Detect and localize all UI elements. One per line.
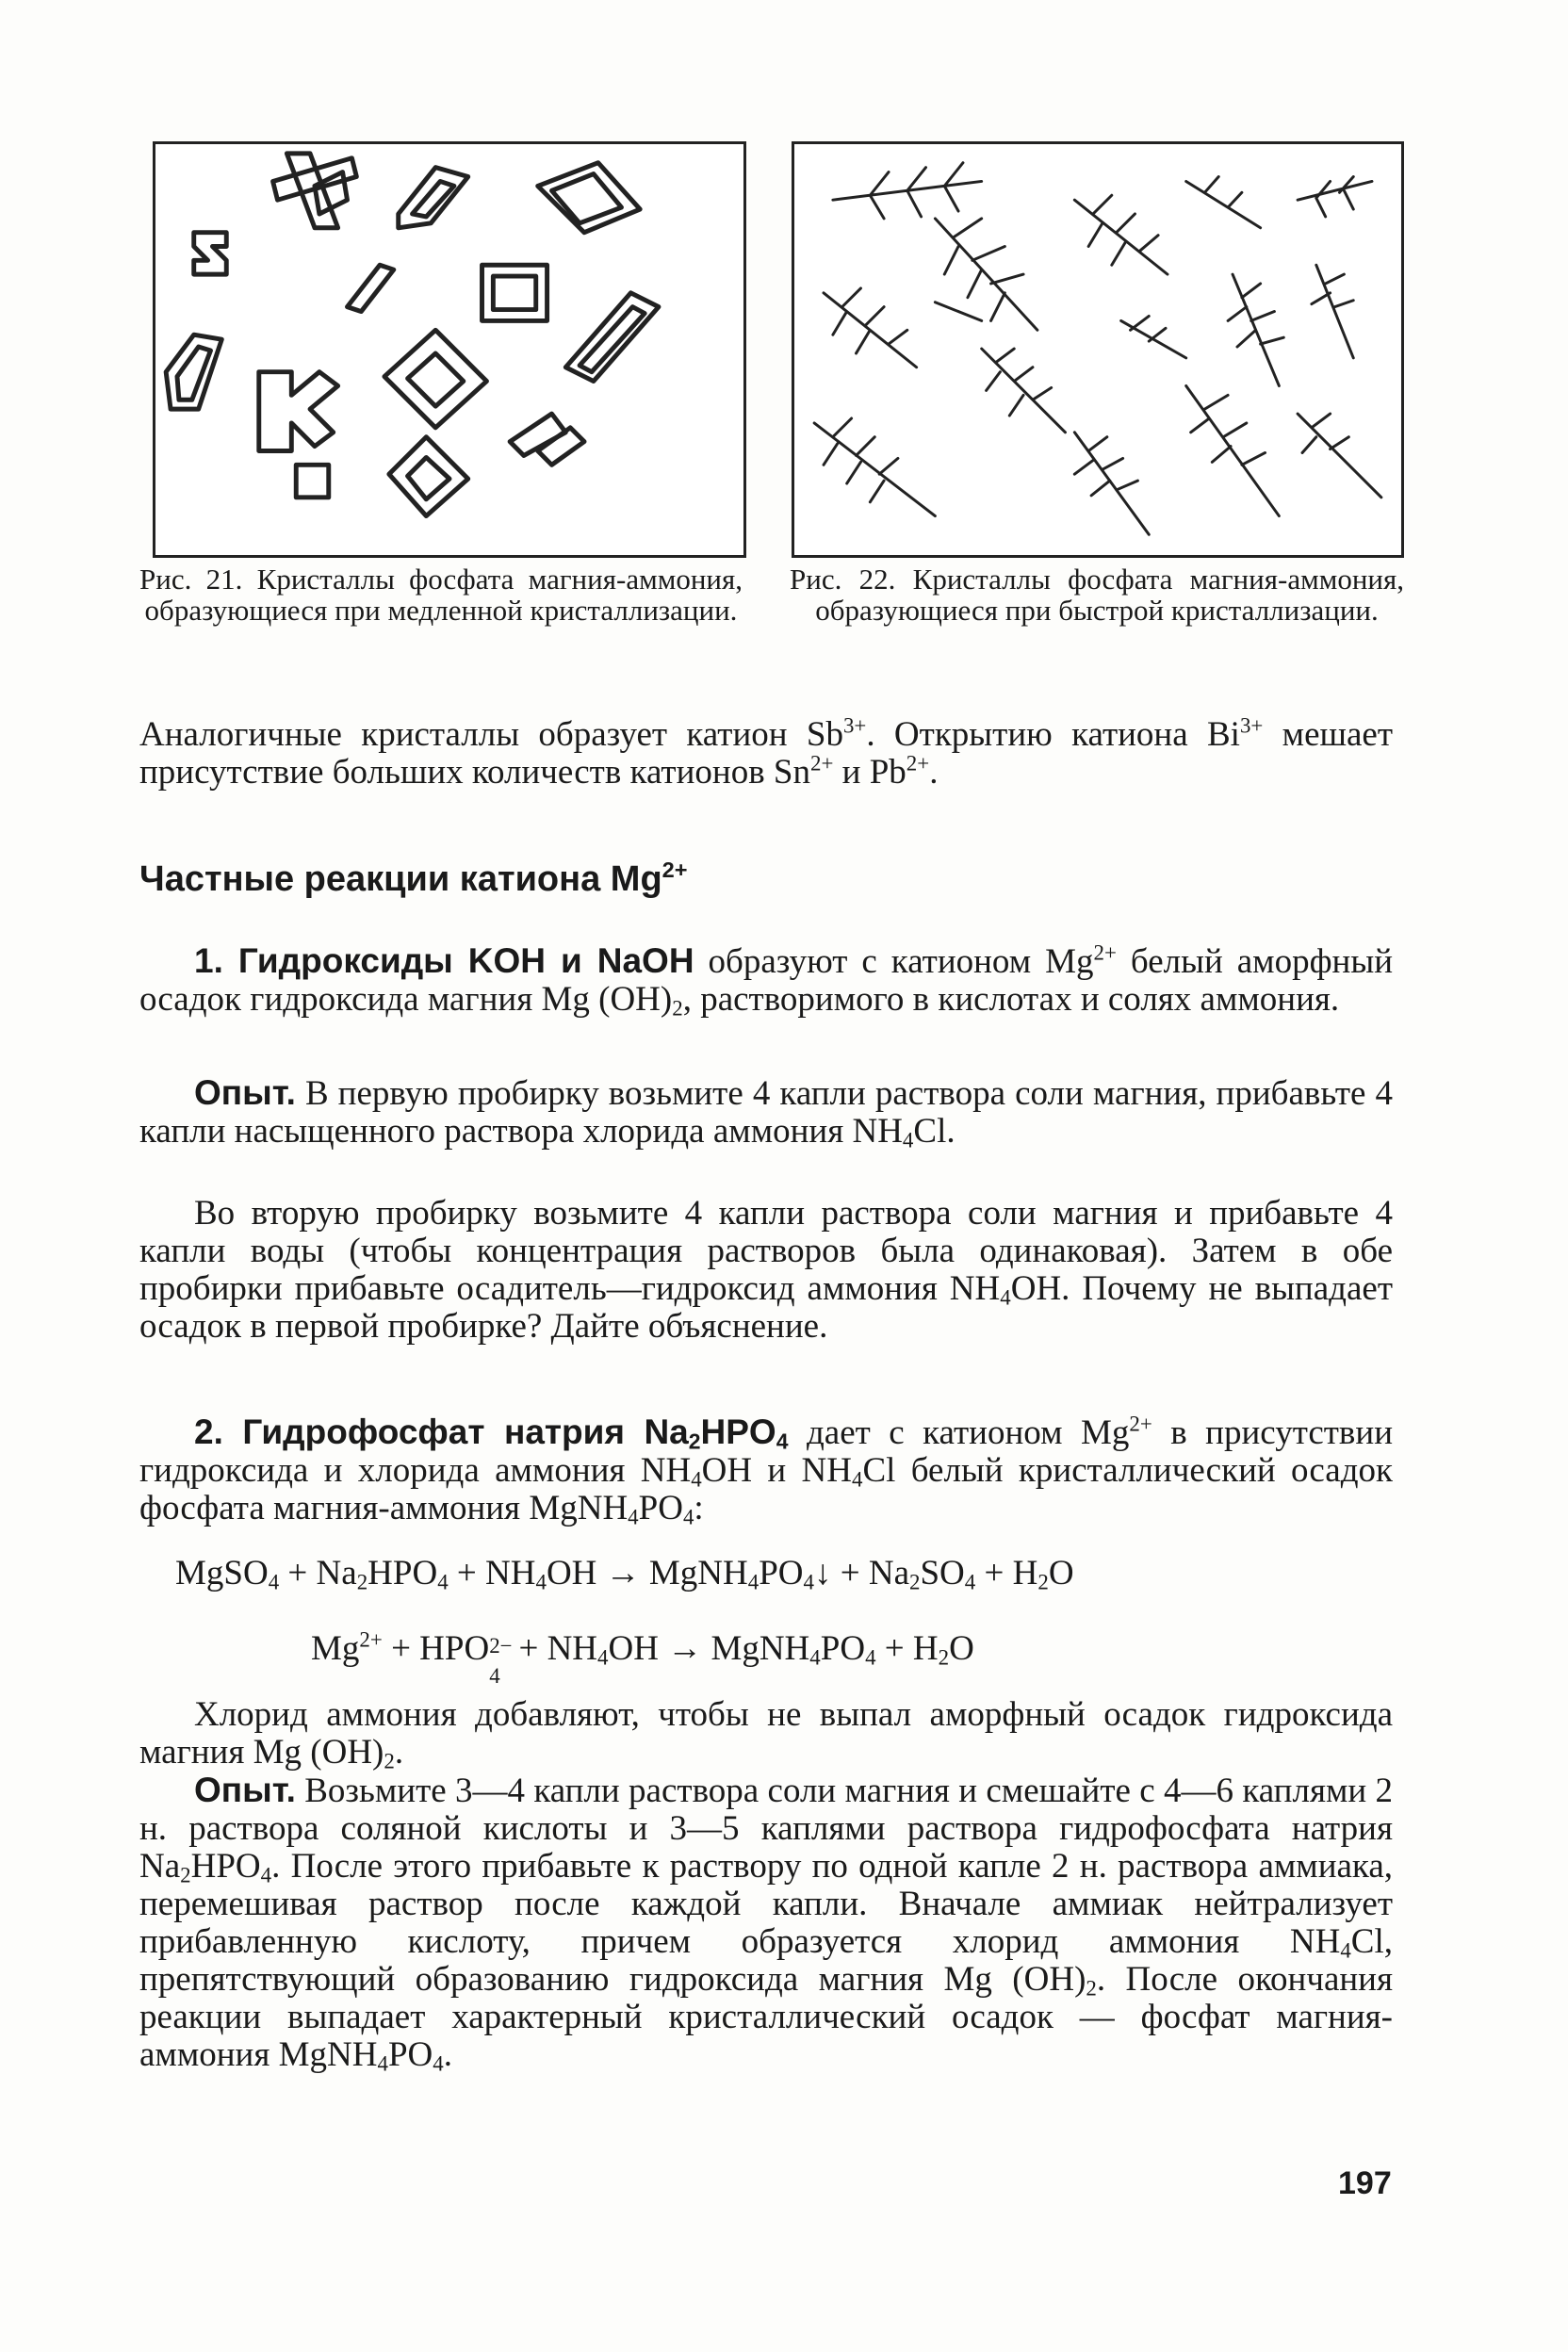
item-1-hydroxides: 1. Гидроксиды KOH и NaOH образуют с катионом $Mg^{2+}$ белый аморфный осадок гидроксида магния Mg $(OH)_2$, растворимого в кислотах и солях аммония. (139, 940, 1394, 1021)
equation-molecular: MgSO$_4$ + $Na_2HPO_4 + NH_4OH$ → $MgNH_4PO_4↓ + Na_2SO_4 + H_2O$ (175, 1554, 1074, 1594)
experiment-2: Опыт. Возьмите 3—4 капли раствора соли магния и смешайте с 4—6 каплями 2 н. раствора соляной кислоты и 3—5 каплями раствора гидрофосфата натрия $Na_2HPO_4$. После этого прибавьте к раствору по одной капле 2 н. раствора аммиака, перемешивая раствор после каждой капли. Вначале аммиак нейтрализует прибавленную кислоту, причем образуется хлорид аммония $NH_4Cl$, препятствующий образованию гидроксида магния Mg $(OH)_2$. После окончания реакции выпадает характерный кристаллический осадок — фосфат магния-аммония $MgNH_4PO_4$. (139, 1771, 1393, 2076)
intro-paragraph: Аналогичные кристаллы образует катион $Sb^{3+}$. Открытию катиона $Bi^{3+}$ мешает присутствие больших количеств катионов $Sn^{2+}$ и $Pb^{2+}$. (139, 713, 1394, 792)
paragraph-ammonium-chloride: Хлорид аммония добавляют, чтобы не выпал аморфный осадок гидроксида магния Mg $(OH)_2$. (139, 1695, 1393, 1773)
figure-21-slow-crystals (153, 141, 746, 558)
section-heading: Частные реакции катиона $Mg^{2+}$ (139, 857, 688, 899)
equation-ionic: $Mg^{2+}$ + HPO 2− 4 + $NH_4OH$ → $MgNH_4PO_4 + H_2O$ (311, 1627, 974, 1688)
figure-22-text: Кристаллы фосфата магния-аммония, образующиеся при быстрой кристаллизации. (815, 563, 1405, 627)
fast-crystals-drawing (794, 144, 1401, 555)
slow-crystals-drawing (155, 144, 743, 555)
figure-21-text: Кристаллы фосфата магния-аммония, образующиеся при медленной кристаллизации. (144, 563, 743, 627)
page-number: 197 (1338, 2165, 1392, 2201)
figure-21-number: Рис. 21. (139, 563, 243, 596)
figure-22-fast-crystals (792, 141, 1404, 558)
figure-22-number: Рис. 22. (790, 563, 896, 596)
item-2-sodium-hydrophosphate: 2. Гидрофосфат натрия $Na_2HPO_4$ дает с катионом $Mg^{2+}$ в присутствии гидроксида и хлорида аммония $NH_4OH$ и $NH_4Cl$ белый кристаллический осадок фосфата магния-аммония $MgNH_4PO_4$: (139, 1412, 1393, 1529)
experiment-1: Опыт. В первую пробирку возьмите 4 капли раствора соли магния, прибавьте 4 капли насыщенного раствора хлорида аммония $NH_4Cl$. (139, 1073, 1393, 1152)
figure-22-caption (790, 564, 1404, 626)
figure-21-caption (139, 564, 743, 626)
paragraph-second-tube: Во вторую пробирку возьмите 4 капли раствора соли магния и прибавьте 4 капли воды (чтобы концентрация растворов была одинаковая). Затем в обе пробирки прибавьте осадитель—гидроксид аммония $NH_4OH$. Почему не выпадает осадок в первой пробирке? Дайте объяснение. (139, 1194, 1393, 1346)
